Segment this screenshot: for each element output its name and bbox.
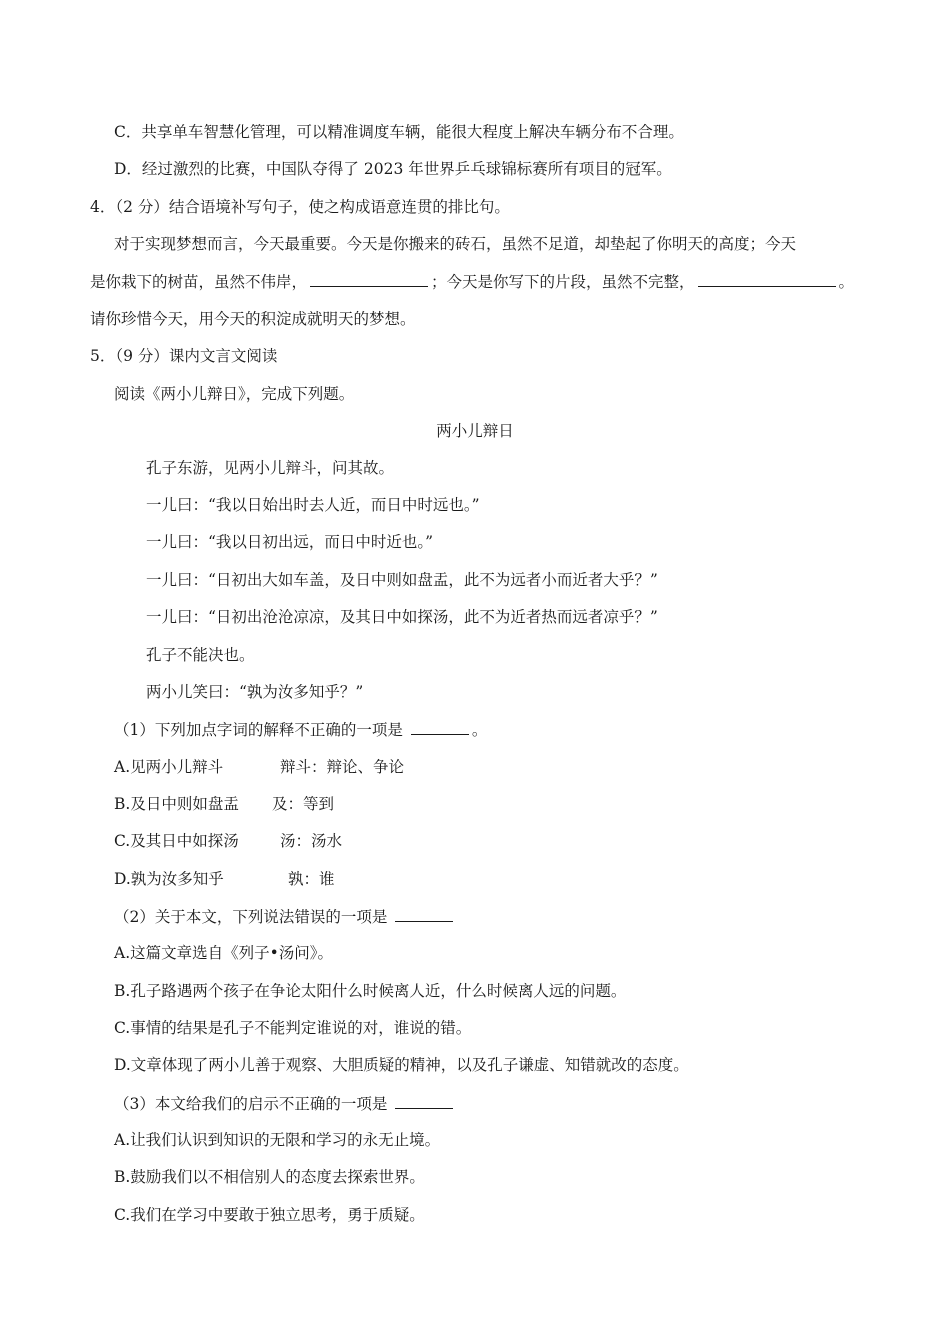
- sub1-answer-blank[interactable]: [411, 719, 469, 735]
- option-gloss: 及：等到: [272, 795, 335, 813]
- sub1-option-b: [114, 794, 334, 814]
- q4-fill-blank-1[interactable]: [310, 271, 428, 287]
- option-text: A.见两小儿辩斗: [114, 758, 224, 776]
- sub1-option-c: [114, 831, 342, 851]
- sub3-option-c: C.我们在学习中要敢于独立思考，勇于质疑。: [114, 1206, 425, 1224]
- sub3-stem: [114, 1093, 456, 1114]
- q3-option-d: D．经过激烈的比赛，中国队夺得了 2023 年世界乒乓球锦标赛所有项目的冠军。: [114, 160, 672, 178]
- q5-heading: 5．（9 分）课内文言文阅读: [90, 347, 278, 365]
- sub2-option-b: B.孔子路遇两个孩子在争论太阳什么时候离人近，什么时候离人远的问题。: [114, 982, 627, 1000]
- option-gloss: 汤：汤水: [280, 832, 343, 850]
- passage-line: 一儿曰：“日初出沧沧凉凉，及其日中如探汤，此不为近者热而远者凉乎？”: [146, 608, 658, 626]
- sub2-stem-text: （2）关于本文，下列说法错误的一项是: [114, 908, 388, 926]
- q3-option-c: C．共享单车智慧化管理，可以精准调度车辆，能很大程度上解决车辆分布不合理。: [114, 123, 684, 141]
- q4-line2-part3: 。: [838, 273, 855, 291]
- sub2-option-a: A.这篇文章选自《列子•汤问》。: [114, 944, 334, 962]
- sub3-option-a: A.让我们认识到知识的无限和学习的永无止境。: [114, 1131, 441, 1149]
- q4-line2-part2: ；今天是你写下的片段，虽然不完整，: [431, 273, 695, 291]
- option-gloss: 辩斗：辩论、争论: [280, 758, 405, 776]
- option-text: B.及日中则如盘盂: [114, 795, 239, 813]
- q4-paragraph-line2: [90, 271, 854, 292]
- q4-heading: 4．（2 分）结合语境补写句子，使之构成语意连贯的排比句。: [90, 198, 510, 216]
- q4-paragraph-line3: 请你珍惜今天，用今天的积淀成就明天的梦想。: [90, 310, 416, 328]
- sub3-stem-text: （3）本文给我们的启示不正确的一项是: [114, 1095, 388, 1113]
- sub1-stem-text: （1）下列加点字词的解释不正确的一项是: [114, 721, 403, 739]
- passage-line: 孔子不能决也。: [146, 646, 255, 664]
- passage-line: 一儿曰：“我以日初出远，而日中时近也。”: [146, 533, 434, 551]
- option-text: D.孰为汝多知乎: [114, 870, 224, 888]
- sub1-option-d: [114, 869, 335, 889]
- passage-line: 一儿曰：“我以日始出时去人近，而日中时远也。”: [146, 496, 480, 514]
- sub2-answer-blank[interactable]: [395, 906, 453, 922]
- passage-line: 一儿曰：“日初出大如车盖，及日中则如盘盂，此不为远者小而近者大乎？”: [146, 571, 658, 589]
- sub1-option-a: [114, 757, 404, 777]
- option-gloss: 孰：谁: [288, 870, 335, 888]
- option-text: C.及其日中如探汤: [114, 832, 239, 850]
- q4-fill-blank-2[interactable]: [698, 271, 836, 287]
- sub1-stem: [114, 719, 487, 740]
- sub2-option-c: C.事情的结果是孔子不能判定谁说的对，谁说的错。: [114, 1019, 472, 1037]
- sub3-option-b: B.鼓励我们以不相信别人的态度去探索世界。: [114, 1168, 425, 1186]
- sub1-stem-end: 。: [471, 721, 488, 739]
- passage-line: 孔子东游，见两小儿辩斗，问其故。: [146, 459, 395, 477]
- sub2-stem: [114, 906, 456, 927]
- q5-intro: 阅读《两小儿辩日》，完成下列题。: [114, 385, 355, 403]
- passage-title: 两小儿辩日: [436, 422, 514, 440]
- sub2-option-d: D.文章体现了两小儿善于观察、大胆质疑的精神，以及孔子谦虚、知错就改的态度。: [114, 1056, 689, 1074]
- q4-paragraph-line1: 对于实现梦想而言，今天最重要。今天是你搬来的砖石，虽然不足道，却垫起了你明天的高度；今天: [114, 235, 797, 253]
- q4-line2-part1: 是你栽下的树苗，虽然不伟岸，: [90, 273, 308, 291]
- sub3-answer-blank[interactable]: [395, 1093, 453, 1109]
- passage-line: 两小儿笑曰：“孰为汝多知乎？”: [146, 683, 364, 701]
